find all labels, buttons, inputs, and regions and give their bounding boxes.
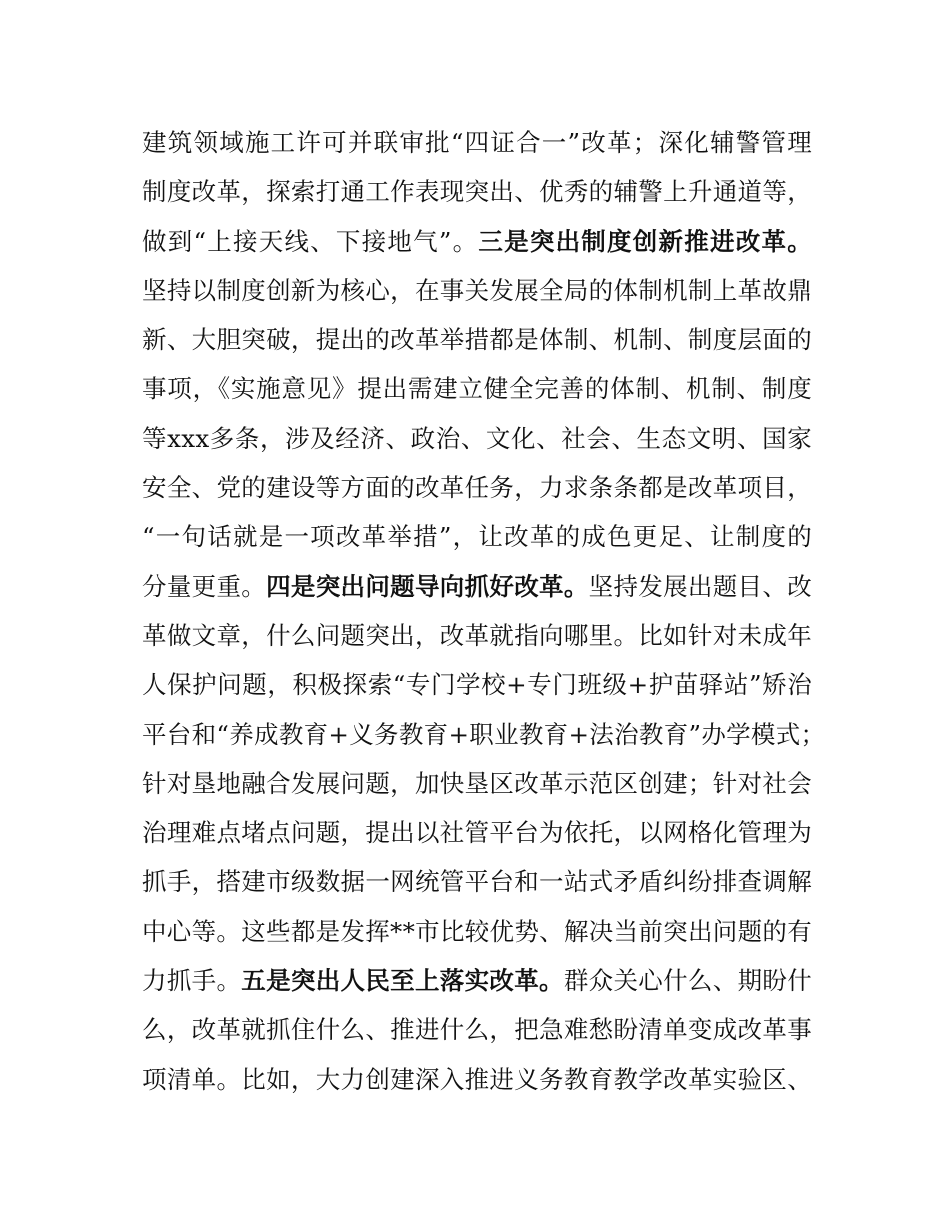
text-segment: 人保护问题，积极探索“专门学校+专门班级+护苗驿站”矫治 xyxy=(142,670,812,700)
text-line xyxy=(142,118,812,167)
text-line xyxy=(142,956,812,1005)
text-segment: 力抓手。 xyxy=(142,966,242,996)
text-segment: 建筑领域施工许可并联审批“四证合一”改革；深化辅警管理 xyxy=(142,128,812,157)
text-line xyxy=(142,512,812,561)
text-segment: 做到“上接天线、下接地气”。 xyxy=(142,226,479,256)
text-line xyxy=(142,562,812,611)
text-line xyxy=(142,759,812,808)
text-segment: 群众关心什么、期盼什 xyxy=(563,966,812,996)
text-segment: 坚持以制度创新为核心，在事关发展全局的体制机制上革故鼎 xyxy=(142,275,812,305)
text-line xyxy=(142,907,812,956)
text-line xyxy=(142,710,826,759)
text-line xyxy=(142,167,812,216)
text-segment: 事项，《实施意见》提出需建立健全完善的体制、机制、制度 xyxy=(142,374,812,404)
bold-heading-phrase: 四是突出问题导向抓好改革。 xyxy=(266,571,589,601)
text-segment: 分量更重。 xyxy=(142,571,267,601)
text-segment: 针对垦地融合发展问题，加快垦区改革示范区创建；针对社会 xyxy=(142,768,812,798)
text-line xyxy=(142,217,812,266)
text-line xyxy=(142,1055,812,1104)
text-line xyxy=(142,414,812,463)
text-line xyxy=(142,364,812,413)
text-segment: 中心等。这些都是发挥**市比较优势、解决当前突出问题的有 xyxy=(142,916,812,946)
text-line xyxy=(142,611,812,660)
text-segment: 平台和“养成教育+义务教育+职业教育+法治教育”办学模式； xyxy=(142,719,826,749)
text-line xyxy=(142,266,812,315)
text-segment: “一句话就是一项改革举措”，让改革的成色更足、让制度的 xyxy=(142,522,812,552)
body-paragraph xyxy=(142,118,826,1104)
text-segment: 等xxx多条，涉及经济、政治、文化、社会、生态文明、国家 xyxy=(142,423,812,453)
text-line xyxy=(142,857,812,906)
text-segment: 抓手，搭建市级数据一网统管平台和一站式矛盾纠纷排查调解 xyxy=(142,867,812,897)
bold-heading-phrase: 五是突出人民至上落实改革。 xyxy=(241,966,564,996)
text-segment: 安全、党的建设等方面的改革任务，力求条条都是改革项目， xyxy=(142,473,812,503)
text-line xyxy=(142,808,812,857)
text-segment: 新、大胆突破，提出的改革举措都是体制、机制、制度层面的 xyxy=(142,325,812,355)
text-line xyxy=(142,660,812,709)
text-segment: 革做文章，什么问题突出，改革就指向哪里。比如针对未成年 xyxy=(142,620,812,650)
text-segment: 项清单。比如，大力创建深入推进义务教育教学改革实验区、 xyxy=(142,1064,812,1094)
text-segment: 治理难点堵点问题，提出以社管平台为依托，以网格化管理为 xyxy=(142,818,812,848)
text-segment: 么，改革就抓住什么、推进什么，把急难愁盼清单变成改革事 xyxy=(142,1015,812,1045)
text-segment: 坚持发展出题目、改 xyxy=(588,571,812,601)
text-line xyxy=(142,1005,812,1054)
bold-heading-phrase: 三是突出制度创新推进改革。 xyxy=(478,226,812,256)
text-line xyxy=(142,463,812,512)
text-line xyxy=(142,315,812,364)
text-segment: 制度改革，探索打通工作表现突出、优秀的辅警上升通道等， xyxy=(142,177,812,207)
